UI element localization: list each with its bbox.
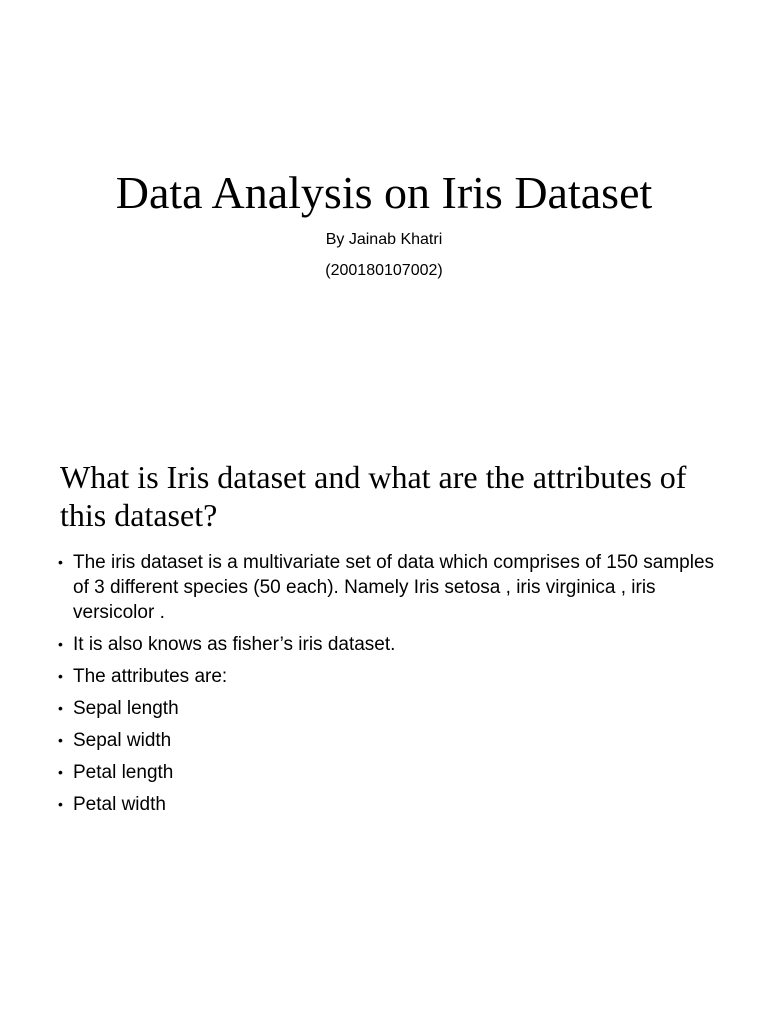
bullet-dot-icon: • [58,668,63,684]
bullet-dot-icon: • [58,554,63,570]
bullet-text: The iris dataset is a multivariate set of data which comprises of 150 samples of 3 different species (50 each). Namely Iris setosa , iris virginica , iris versicolor . [73,552,715,623]
bullet-text: Sepal width [73,730,172,751]
bullet-item [58,792,718,817]
bullet-dot-icon: • [58,732,63,748]
bullet-dot-icon: • [58,764,63,780]
bullet-item [58,550,718,625]
bullet-text: Petal length [73,762,174,783]
bullet-item [58,696,718,721]
bullet-list [58,550,718,824]
author-name: By Jainab Khatri [325,231,443,248]
bullet-dot-icon: • [58,636,63,652]
bullet-text: It is also knows as fisher’s iris dataset. [73,634,396,655]
bullet-text: Sepal length [73,698,179,719]
roll-number: (200180107002) [325,262,443,279]
bullet-item [58,664,718,689]
bullet-dot-icon: • [58,700,63,716]
bullet-text: The attributes are: [73,666,228,687]
section-heading: What is Iris dataset and what are the attributes of this dataset? [60,459,687,533]
bullet-item [58,728,718,753]
bullet-item [58,760,718,785]
bullet-dot-icon: • [58,796,63,812]
bullet-text: Petal width [73,794,166,815]
slide-title: Data Analysis on Iris Dataset [115,167,653,218]
bullet-item [58,632,718,657]
